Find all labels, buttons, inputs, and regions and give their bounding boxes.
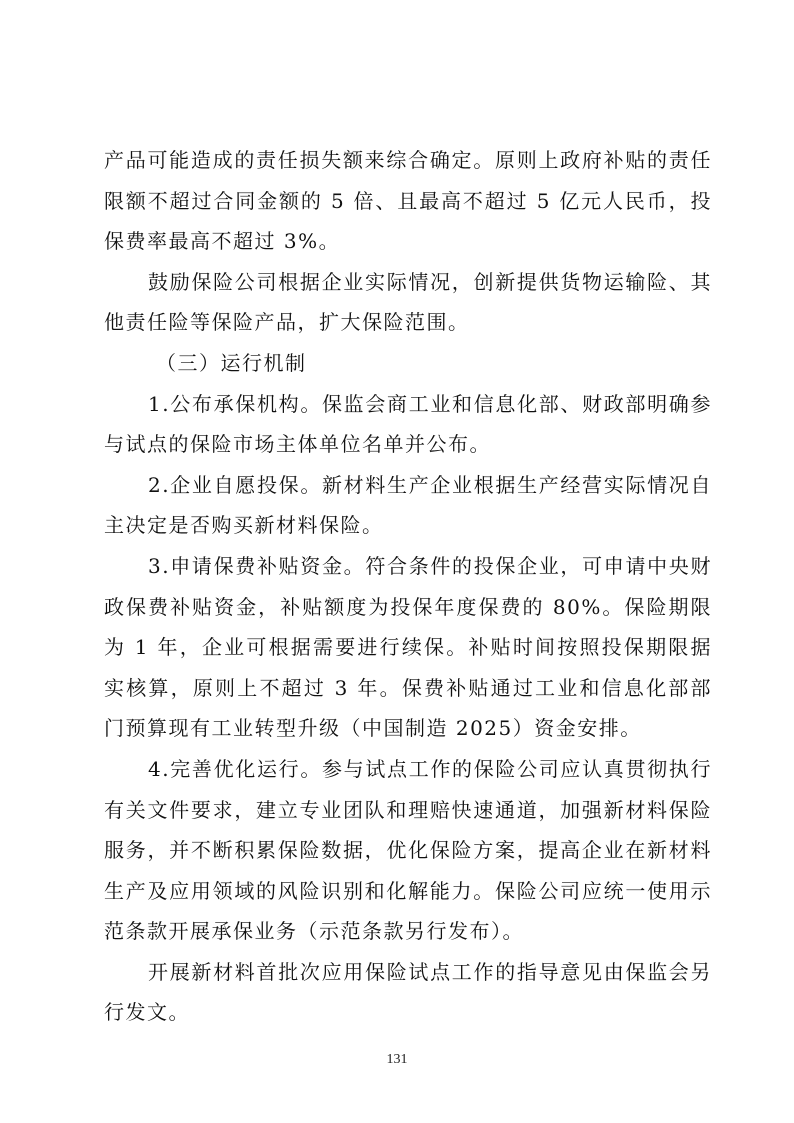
document-body	[104, 140, 712, 1033]
paragraph-item-1: 1.公布承保机构。保监会商工业和信息化部、财政部明确参与试点的保险市场主体单位名单并公布。	[104, 391, 712, 457]
section-heading-operation-mechanism: （三）运行机制	[156, 350, 307, 375]
paragraph-item-2: 2.企业自愿投保。新材料生产企业根据生产经营实际情况自主决定是否购买新材料保险。	[104, 472, 712, 538]
paragraph-closing: 开展新材料首批次应用保险试点工作的指导意见由保监会另行发文。	[104, 959, 712, 1025]
paragraph-item-3: 3.申请保费补贴资金。符合条件的投保企业，可申请中央财政保费补贴资金，补贴额度为投保年度保费的 80%。保险期限为 1 年，企业可根据需要进行续保。补贴时间按照投保期限据实核算，原则上不超过 3 年。保费补贴通过工业和信息化部部门预算现有工业转型升级（中国制造 2025）资金安排。	[104, 553, 712, 741]
page-number: 131	[386, 1052, 408, 1067]
paragraph-encourage-insurers: 鼓励保险公司根据企业实际情况，创新提供货物运输险、其他责任险等保险产品，扩大保险范围。	[104, 269, 712, 335]
paragraph-item-4: 4.完善优化运行。参与试点工作的保险公司应认真贯彻执行有关文件要求，建立专业团队和理赔快速通道，加强新材料保险服务，并不断积累保险数据，优化保险方案，提高企业在新材料生产及应用领域的风险识别和化解能力。保险公司应统一使用示范条款开展承保业务（示范条款另行发布）。	[104, 756, 712, 944]
paragraph-continuation: 产品可能造成的责任损失额来综合确定。原则上政府补贴的责任限额不超过合同金额的 5 倍、且最高不超过 5 亿元人民币，投保费率最高不超过 3%。	[104, 148, 712, 254]
